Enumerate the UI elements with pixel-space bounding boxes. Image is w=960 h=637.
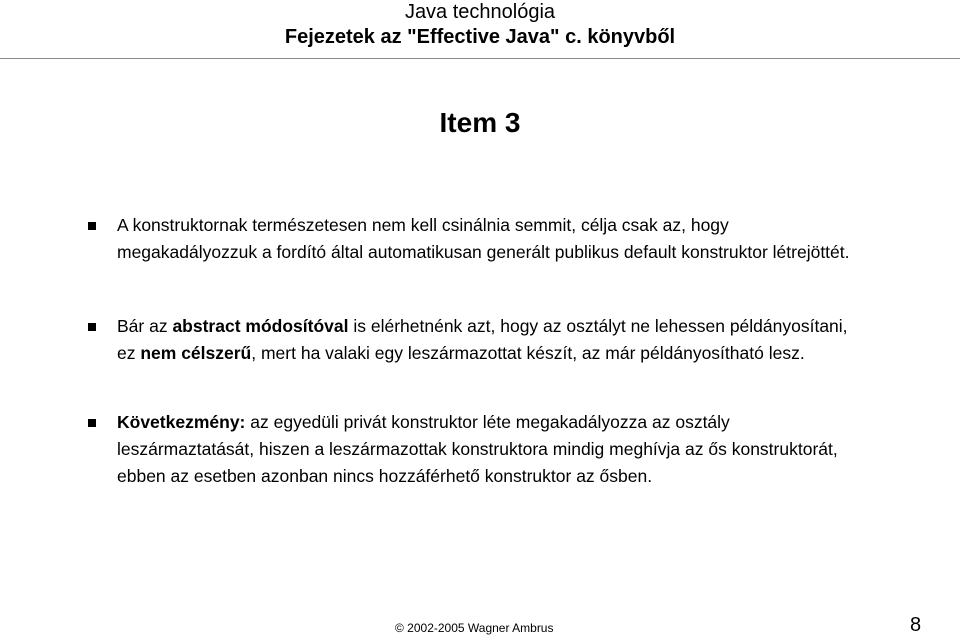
bullet-text-bold: abstract módosítóval [172,316,349,336]
bullet-text-segment: , mert ha valaki egy leszármazottat készít, az már példányosítható lesz. [251,343,805,363]
slide-header [0,0,960,60]
bullet-text [117,313,862,367]
copyright-notice: © 2002-2005 Wagner Ambrus [395,621,554,635]
header-divider [0,58,960,59]
bullet-text [117,409,862,490]
square-bullet-icon [88,222,96,230]
bullet-text-segment: Bár az [117,316,173,336]
bullet-text-bold: Következmény: [117,412,246,432]
bullet-text: A konstruktornak természetesen nem kell csinálnia semmit, célja csak az, hogy megakadályozzuk a fordító által automatikusan generált publikus default konstruktor létrejöttét. [117,215,850,262]
slide-title: Item 3 [439,107,521,138]
bullet-text-segment: is elérhetnénk azt, hogy az osztályt ne lehessen példányosítani, ez [117,316,848,363]
bullet-text-bold: nem célszerű [140,343,252,363]
square-bullet-icon [88,323,96,331]
chapter-title: Fejezetek az "Effective Java" c. könyvből [284,26,676,48]
square-bullet-icon [88,419,96,427]
bullet-text-segment: az egyedüli privát konstruktor léte megakadályozza az osztály leszármaztatását, hiszen a leszármazottak konstruktora mindig meghívja az ős konstruktorát, ebben az esetben azonban nincs hozzáférhető konstruktor az ősben. [117,412,838,486]
page-number: 8 [910,614,922,636]
course-title: Java technológia [404,1,556,23]
